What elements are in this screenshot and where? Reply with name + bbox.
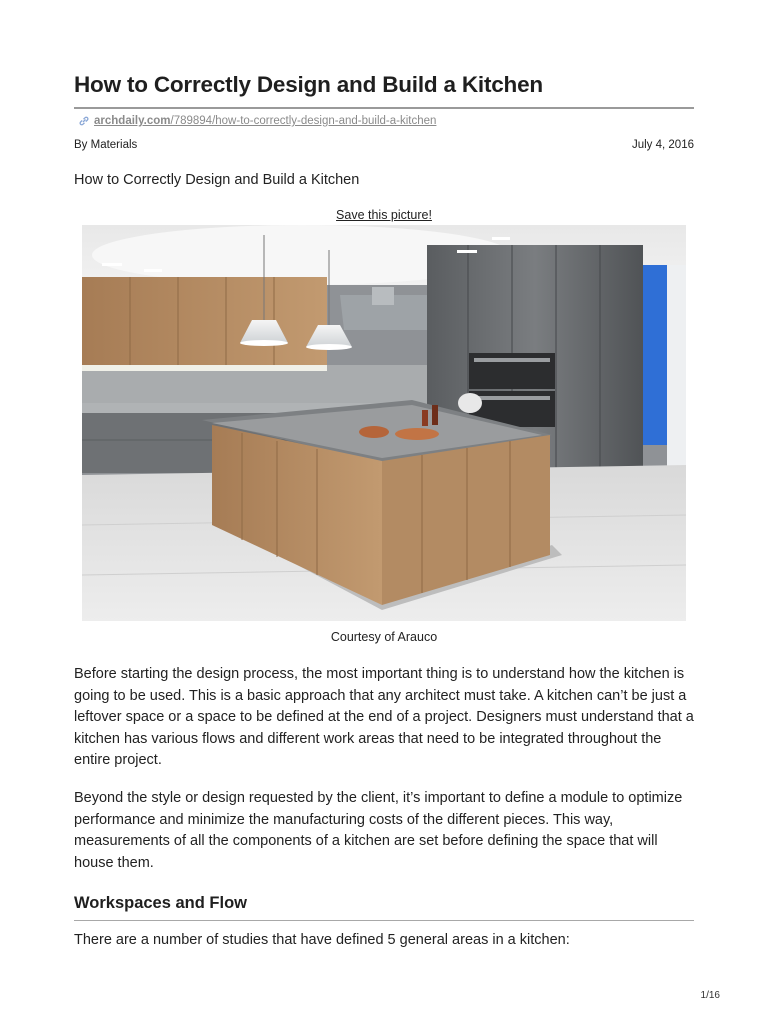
page-number: 1/16 xyxy=(700,990,720,1001)
save-picture-link[interactable]: Save this picture! xyxy=(336,208,432,222)
author-byline: By Materials xyxy=(74,139,138,151)
link-icon xyxy=(78,115,90,127)
source-url[interactable] xyxy=(78,115,436,127)
body-paragraph-1: Before starting the design process, the most important thing is to understand how the kitchen is going to be used. This is a basic approach that any architect must take. A kitchen can’t be just a leftover space or a space to be defined at the end of a project. Designers must understand that a kitchen has various flows and different work areas that need to be integrated throughout the entire project. xyxy=(74,666,694,768)
source-link[interactable] xyxy=(94,115,436,127)
publish-date: July 4, 2016 xyxy=(631,139,694,151)
kitchen-illustration xyxy=(82,225,686,621)
body-paragraph-2: Beyond the style or design requested by the client, it’s important to define a module to optimize performance and minimize the manufacturing costs of the different pieces. This way, measurements of all the components of a kitchen are set before defining the space that will house them. xyxy=(74,790,683,871)
article-title: How to Correctly Design and Build a Kitchen xyxy=(74,72,543,97)
article-subtitle: How to Correctly Design and Build a Kitchen xyxy=(74,172,360,188)
source-path: /789894/how-to-correctly-design-and-build-a-kitchen xyxy=(170,115,437,127)
section-divider xyxy=(74,920,694,921)
image-caption: Courtesy of Arauco xyxy=(330,630,438,644)
kitchen-photo xyxy=(82,225,686,621)
source-domain: archdaily.com xyxy=(94,115,171,127)
title-divider xyxy=(74,107,694,109)
section-paragraph: There are a number of studies that have defined 5 general areas in a kitchen: xyxy=(74,932,570,948)
section-heading: Workspaces and Flow xyxy=(74,894,247,912)
